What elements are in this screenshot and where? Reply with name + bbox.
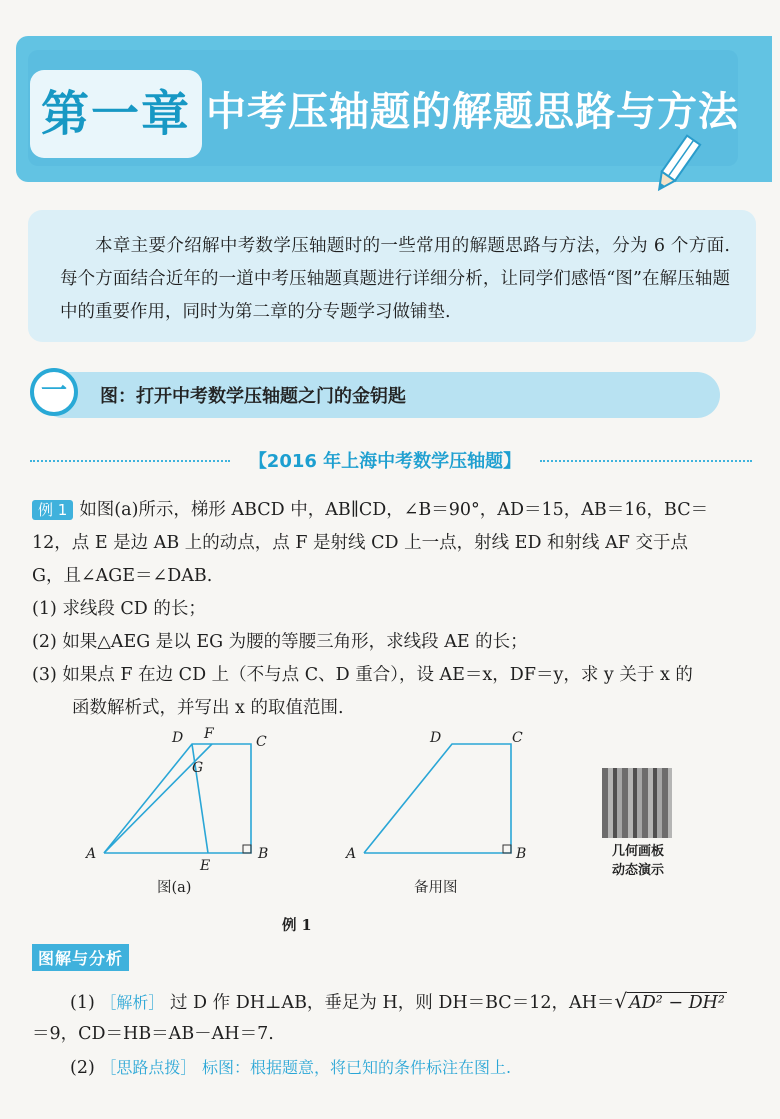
analysis-part-2: (2) ［思路点拨］ 标图：根据题意，将已知的条件标注在图上. xyxy=(70,1058,512,1078)
chapter-intro-box xyxy=(28,210,756,342)
fig-a-label-D: D xyxy=(172,730,184,746)
fig-a-label-C: C xyxy=(256,734,267,750)
example-stem-line3: G，且∠AGE＝∠DAB. xyxy=(32,566,213,586)
divider-right xyxy=(540,460,752,462)
question-1: (1) 求线段 CD 的长； xyxy=(32,599,206,619)
fig-a-label-A: A xyxy=(86,846,97,862)
fig-a-label-F: F xyxy=(204,726,214,742)
example-tag: 例 1 xyxy=(32,500,73,520)
chapter-intro-text: 本章主要介绍解中考数学压轴题时的一些常用的解题思路与方法，分为 6 个方面. 每个方面结合近年的一道中考压轴题真题进行详细分析，让同学们感悟“图”在解压轴题中的重要作用，同时为第二章的分专题学习做铺垫. xyxy=(60,236,730,322)
chapter-title: 中考压轴题的解题思路与方法 xyxy=(206,89,739,135)
section-title: 图：打开中考数学压轴题之门的金钥匙 xyxy=(100,386,406,407)
question-3-line2: 函数解析式，并写出 x 的取值范围. xyxy=(72,698,344,718)
fig-b-label-A: A xyxy=(346,846,357,862)
qr-code[interactable] xyxy=(602,768,672,838)
analysis-part-1-line1: (1) ［解析］ 过 D 作 DH⊥AB，垂足为 H，则 DH＝BC＝12，AH＝√ AD² − DH² xyxy=(70,989,725,1013)
fig-a-label-E: E xyxy=(200,858,211,872)
pencil-icon xyxy=(640,130,710,200)
example-stem-line1: 例 1 如图(a)所示，梯形 ABCD 中，AB∥CD，∠B＝90°，AD＝15，AB＝16，BC＝ xyxy=(32,494,752,526)
section-number: 一 xyxy=(30,368,78,416)
analysis-heading: 图解与分析 xyxy=(32,944,129,971)
divider-left xyxy=(30,460,230,462)
example-stem-line2: 12，点 E 是边 AB 上的动点，点 F 是射线 CD 上一点，射线 ED 和射线 AF 交于点 xyxy=(32,533,688,553)
qr-caption: 几何画板 动态演示 xyxy=(611,844,664,878)
example-figure-caption: 例 1 xyxy=(282,917,312,934)
chapter-number: 第一章 xyxy=(40,86,191,142)
figure-backup-caption: 备用图 xyxy=(414,880,458,896)
question-3-line1: (3) 如果点 F 在边 CD 上（不与点 C、D 重合），设 AE＝x，DF＝y，求 y 关于 x 的 xyxy=(32,665,693,685)
fig-a-label-B: B xyxy=(258,846,269,862)
fig-b-label-D: D xyxy=(430,730,442,746)
exam-title: 【2016 年上海中考数学压轴题】 xyxy=(248,451,522,472)
analysis-tag-silu: ［思路点拨］ xyxy=(100,1058,197,1077)
figure-a-caption: 图(a) xyxy=(157,880,192,896)
analysis-part-1-line2: ＝9，CD＝HB＝AB－AH＝7. xyxy=(32,1024,274,1044)
figure-a xyxy=(80,722,280,872)
question-2: (2) 如果△AEG 是以 EG 为腰的等腰三角形，求线段 AE 的长； xyxy=(32,632,528,652)
figure-backup xyxy=(340,722,540,872)
fig-b-label-C: C xyxy=(512,730,523,746)
fig-b-label-B: B xyxy=(516,846,527,862)
analysis-tag-jiexi: ［解析］ xyxy=(100,993,165,1012)
fig-a-label-G: G xyxy=(192,760,204,776)
